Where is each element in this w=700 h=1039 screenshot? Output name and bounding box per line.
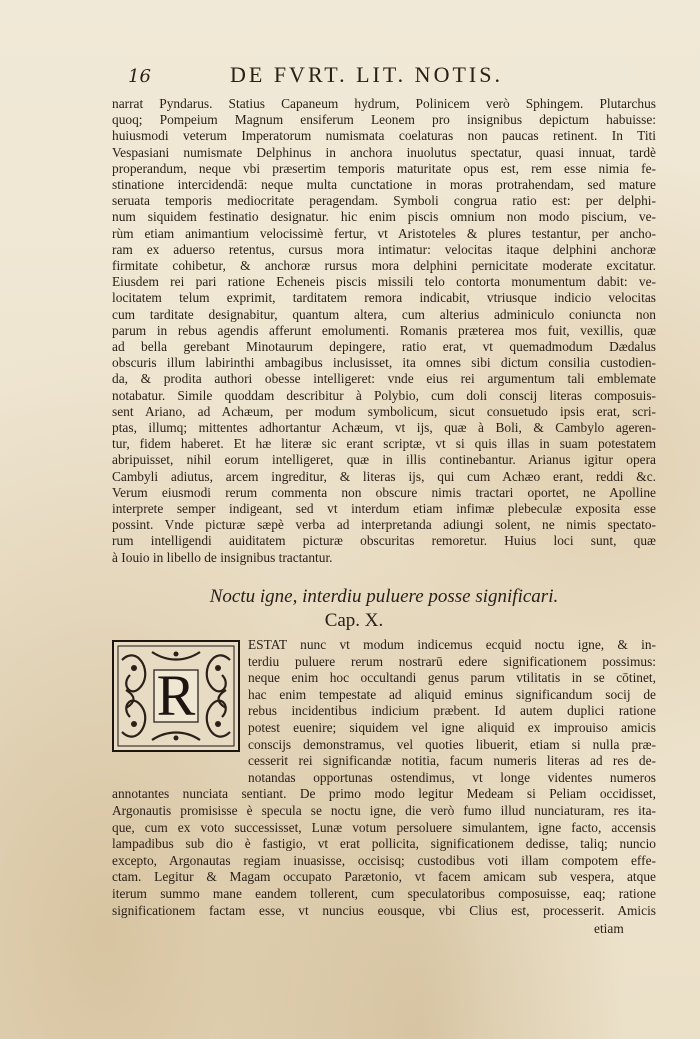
chapter-text-line: Argonautis promisisse è specula se noctu igne, die verò fumo illud nunciaturam, res ita- [112, 802, 656, 818]
text-line: ptas, illumq; mittentes adhortantur Achæum, vt ijs, quæ à Boli, & Cambylo ageren- [112, 420, 656, 436]
chapter-paragraph [112, 637, 656, 919]
text-line: parum in rebus agendis afferunt emolumenti. Romanis præterea mos fuit, vexillis, quæ [112, 322, 656, 338]
chapter-text-line: potest euenire; siquidem vel igne aliquid ex improuiso amicis [248, 719, 656, 735]
text-line: à Iouio in libello de insignibus tractantur. [112, 549, 333, 565]
running-title: DE FVRT. LIT. NOTIS. [230, 62, 503, 87]
chapter-text-line: cesserit rei significandæ notitia, facum numeris literas ad res de- [248, 753, 656, 769]
text-line: stinatione intercidendā: neque multa cunctatione in moras protrahendam, sed mature [112, 177, 656, 193]
text-line: locitatem telum exprimit, tarditatem remora indicabit, vtriusque indicio velocitas [112, 290, 656, 306]
text-line: abripuisset, nihil eorum intelligeret, quæ in illis continebantur. Arianus igitur opera [112, 452, 656, 468]
page-number: 16 [128, 66, 151, 87]
text-line: rum intelligendi auiditatem picturæ obscuritas remoretur. Huius loci sunt, quæ [112, 533, 656, 549]
chapter-text-line: conscijs demonstramus, vel quoties libuerit, etiam si nulla præ- [248, 736, 656, 752]
text-line: firmitate cohibetur, & anchoræ rursus mora delphini pernicitate moderate excitatur. [112, 258, 656, 274]
text-line: possint. Vnde picturæ sæpè verba ad interpretanda adiungi solent, ne nimis spectato- [112, 517, 656, 533]
chapter-text-line: neque enim hoc occultandi genus parum vtilitatis in se cōtinet, [248, 670, 656, 686]
text-line: seruata temporis mediocritate peragendam. Symboli congrua ratio est: per delphi- [112, 193, 656, 209]
text-line: properandum, neque vbi præsertim temporis maturitate opus est, rem esse nimia fe- [112, 160, 656, 176]
chapter-text-line: iterum summo mane eandem tollerent, cum speculatoribus composuisse, eaq; ratione [112, 885, 656, 901]
text-line: Cambyli adiutus, arcem ingreditur, & literas ijs, qui cum Achæo erant, reddi &c. [112, 468, 656, 484]
text-line: ad bella gerebant Minotaurum depingere, ratio erat, vt quemadmodum Dædalus [112, 339, 656, 355]
chapter-text-line: annotantes nunciata sentiant. De primo modo legitur Medeam si Peliam occidisset, [112, 786, 656, 802]
chapter-text-line: hac enim tempestate ad aliquid eminus significandum socij de [248, 686, 656, 702]
body-paragraph [112, 96, 656, 566]
text-line: rùm etiam animantium velocissimè fertur, vt Aristoteles & plures testantur, per ancho- [112, 225, 656, 241]
text-line: ram ex aduerso retentus, cursus mora intimatur: velocitas itaque delphini anchoræ [112, 241, 656, 257]
chapter-heading [112, 586, 656, 632]
text-line: tur, fidem haberet. Et hæ literæ sic erant scriptæ, vt si quis illas in suam potestatem [112, 436, 656, 452]
catchword: etiam [594, 921, 624, 936]
text-line: narrat Pyndarus. Statius Capaneum hydrum, Polinicem verò Sphingem. Plutarchus [112, 96, 656, 111]
text-line: cum tarditate designabitur, quantum altera, cum alterius adminiculo coniuncta non [112, 306, 656, 322]
text-line: huiusmodi veterum Imperatorum numismata coelaturas non paucas retinent. In Titi [112, 128, 656, 144]
chapter-title: Noctu igne, interdiu puluere posse significari. [209, 586, 559, 607]
text-line: quoq; Pompeium Magnum ensiferum Leonem pro insignibus depictum habuisse: [112, 112, 656, 128]
text-line: Vespasiani numismate Delphinus in anchora inuolutus spectatur, quasi innuat, tardè [112, 144, 656, 160]
initial-letter: R [156, 663, 196, 728]
chapter-number: Cap. X. [324, 610, 384, 631]
chapter-text-line: significationem factam esse, vt nuncius eousque, vbi Clius est, processerit. Amicis [112, 902, 656, 918]
chapter-text-line: ESTAT nunc vt modum indicemus ecquid noctu igne, & in- [248, 637, 656, 652]
text-line: num siquidem festinatio designatur. hic enim piscis omnium non modo piscium, ve- [112, 209, 656, 225]
text-line: notabatur. Simile quoddam describitur à Polybio, cum doli conscij literas composuis- [112, 387, 656, 403]
chapter-text-line: notandas opportunas ostendimus, vt longe videntes numeros [248, 769, 656, 785]
text-line: obscuris illum labirinthi ambagibus inclusisset, ita omnes sibi dictum consilia custodien- [112, 355, 656, 371]
text-line: interprete semper indigeant, sed vt interdum etiam infimæ plebeculæ exposita esse [112, 501, 656, 517]
text-line: Eiusdem rei pari ratione Echeneis piscis missili telo contorta monumentum dabit: ve- [112, 274, 656, 290]
chapter-text-line: terdiu puluere rerum nostrarū edere significationem possimus: [248, 653, 656, 669]
chapter-text-line: ctam. Legitur & Magam occupato Parætonio, vt facem amicam sub vespera, atque [112, 869, 656, 885]
text-line: da, & prodita authori obesse intelligeret: vnde eius rei argumentum tali emblemate [112, 371, 656, 387]
chapter-text-line: lampadibus sub dio è fastigio, vt erat pollicita, significationem dedisse, taliq; nuncio [112, 836, 656, 852]
chapter-text-line: excepto, Argonautas regiam inuasisse, occisisq; custodibus voti illam compotem effe- [112, 852, 656, 868]
chapter-text-line: rebus incidentibus indicium præbent. Id autem duplici ratione [248, 703, 656, 719]
chapter-text-line: que, cum ex voto successisset, Lunæ votum persoluere simulantem, igne facto, accensis [112, 819, 656, 835]
page-header [118, 62, 620, 92]
text-line: sent Ariano, ad Achæum, per modum symbolicum, sicut consuetudo ipsis erat, scri- [112, 403, 656, 419]
text-line: Verum eiusmodi rerum commenta non obscure nimis tractari oportet, ne Apolline [112, 484, 656, 500]
